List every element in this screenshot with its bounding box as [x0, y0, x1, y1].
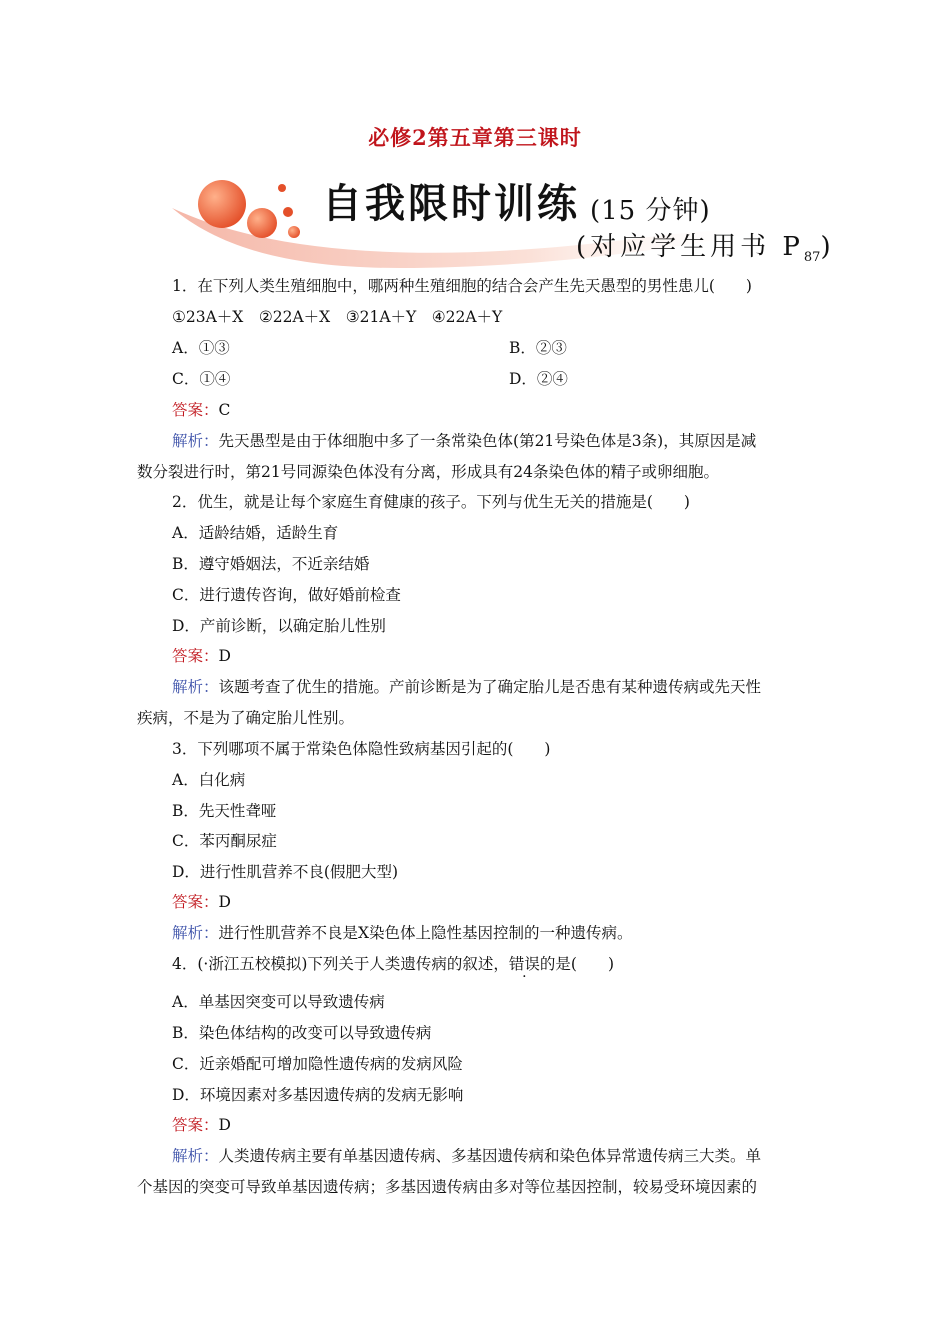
q4-option-a: A．单基因突变可以导致遗传病	[172, 993, 385, 1011]
q4-option-b: B．染色体结构的改变可以导致遗传病	[172, 1024, 432, 1042]
q1-analysis-line-2: 数分裂进行时，第21号同源染色体没有分离，形成具有24条染色体的精子或卵细胞。	[137, 463, 719, 481]
q2-analysis-line-2: 疾病，不是为了确定胎儿性别。	[137, 709, 355, 727]
analysis-text: 该题考查了优生的措施。产前诊断是为了确定胎儿是否患有某种遗传病或先天性	[218, 678, 762, 696]
q1-stem: 1．在下列人类生殖细胞中，哪两种生殖细胞的结合会产生先天愚型的男性患儿( )	[172, 277, 752, 295]
analysis-label: 解析：	[172, 678, 219, 696]
analysis-label: 解析：	[172, 432, 219, 450]
analysis-text: 进行性肌营养不良是X染色体上隐性基因控制的一种遗传病。	[218, 924, 633, 942]
analysis-text: 先天愚型是由于体细胞中多了一条常染色体(第21号染色体是3条)，其原因是减	[218, 432, 757, 450]
q1-option-b: B．②③	[509, 339, 567, 357]
q4-answer	[172, 1115, 231, 1135]
answer-value: D	[218, 1116, 231, 1134]
q1-option-a: A．①③	[172, 339, 230, 357]
q1-answer	[172, 400, 230, 420]
q4-option-c: C．近亲婚配可增加隐性遗传病的发病风险	[172, 1055, 463, 1073]
q1-items: ①23A＋X ②22A＋X ③21A＋Y ④22A＋Y	[172, 308, 503, 326]
q2-option-d: D．产前诊断，以确定胎儿性别	[172, 617, 386, 635]
answer-label: 答案：	[172, 1116, 219, 1134]
q3-answer	[172, 892, 231, 912]
banner-ref-close: )	[820, 232, 835, 262]
q4-stem-part-2: 的是( )	[539, 955, 615, 973]
page-title: 必修2第五章第三课时	[368, 125, 582, 150]
q2-option-a: A．适龄结婚，适龄生育	[172, 524, 339, 542]
q3-analysis-line-1	[172, 923, 633, 943]
answer-value: C	[218, 401, 231, 419]
q1-analysis-line-1	[172, 431, 756, 451]
q2-answer	[172, 646, 231, 666]
answer-value: D	[218, 893, 231, 911]
q3-option-a: A．白化病	[172, 771, 246, 789]
q4-emphasis: 错误	[508, 955, 540, 973]
answer-value: D	[218, 647, 231, 665]
analysis-label: 解析：	[172, 1147, 219, 1165]
q2-option-c: C．进行遗传咨询，做好婚前检查	[172, 586, 401, 604]
q4-stem	[172, 954, 614, 974]
q4-analysis-line-2: 个基因的突变可导致单基因遗传病；多基因遗传病由多对等位基因控制，较易受环境因素的	[137, 1178, 758, 1196]
q3-stem: 3．下列哪项不属于常染色体隐性致病基因引起的( )	[172, 740, 551, 758]
q2-stem: 2．优生，就是让每个家庭生育健康的孩子。下列与优生无关的措施是( )	[172, 493, 690, 511]
q1-option-c: C．①④	[172, 370, 231, 388]
banner-ref-page: 87	[803, 250, 821, 266]
q2-option-b: B．遵守婚姻法，不近亲结婚	[172, 555, 370, 573]
answer-label: 答案：	[172, 893, 219, 911]
banner-duration: (15 分钟)	[590, 196, 711, 226]
q4-option-d: D．环境因素对多基因遗传病的发病无影响	[172, 1086, 464, 1104]
q3-option-b: B．先天性聋哑	[172, 802, 277, 820]
q2-analysis-line-1	[172, 677, 761, 697]
banner-page-reference	[576, 226, 835, 265]
banner-ref-text: (对应学生用书 P	[576, 232, 804, 262]
section-banner	[170, 168, 850, 273]
answer-label: 答案：	[172, 401, 219, 419]
analysis-label: 解析：	[172, 924, 219, 942]
q3-option-c: C．苯丙酮尿症	[172, 832, 277, 850]
q4-stem-part-1: 4．(·浙江五校模拟)下列关于人类遗传病的叙述，	[172, 955, 509, 973]
q4-analysis-line-1	[172, 1146, 761, 1166]
answer-label: 答案：	[172, 647, 219, 665]
analysis-text: 人类遗传病主要有单基因遗传病、多基因遗传病和染色体异常遗传病三大类。单	[218, 1147, 762, 1165]
q3-option-d: D．进行性肌营养不良(假肥大型)	[172, 863, 399, 881]
q1-option-d: D．②④	[509, 370, 568, 388]
banner-heading: 自我限时训练	[322, 181, 580, 227]
